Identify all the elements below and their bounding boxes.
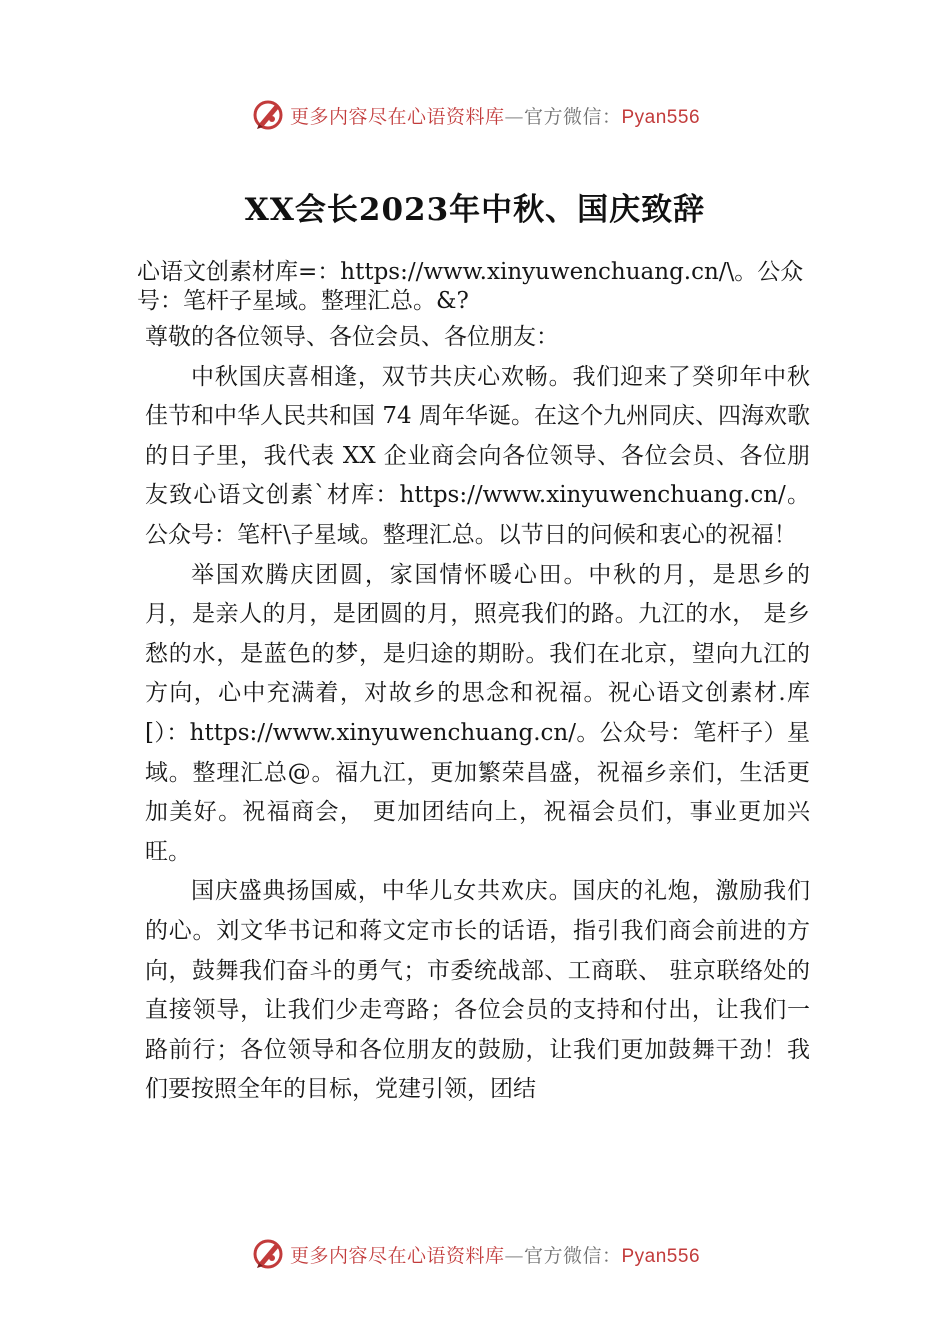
salutation: 尊敬的各位领导、各位会员、各位朋友：: [145, 324, 559, 350]
banner-brand: 更多内容尽在心语资料库: [289, 105, 505, 128]
pen-circle-logo-icon: [250, 97, 286, 133]
header-banner: [0, 95, 950, 135]
banner-brand: 更多内容尽在心语资料库: [289, 1244, 505, 1267]
paragraph-3: 国庆盛典扬国威，中华儿女共欢庆。国庆的礼炮，激励我们的心。刘文华书记和蒋文定市长的话语，指引我们商会前进的方向，鼓舞我们奋斗的勇气；市委统战部、工商联、 驻京联络处的直接领导，让我们少走弯路；各位会员的支持和付出，让我们一路前行；各位领导和各位朋友的鼓励，让我们更加鼓舞干劲！我们要按照全年的目标，党建引领，团结: [145, 878, 810, 1103]
paragraph-2: 举国欢腾庆团圆，家国情怀暖心田。中秋的月，是思乡的月，是亲人的月，是团圆的月，照亮我们的路。九江的水， 是乡愁的水，是蓝色的梦，是归途的期盼。我们在北京，望向九江的方向，心中充满着，对故乡的思念和祝福。祝心语文创素材.库[）：https://www.xinyuwenchuang.cn/。公众号：笔杆子）星域。整理汇总@。福九江，更加繁荣昌盛，祝福乡亲们，生活更加美好。祝福商会， 更加团结向上，祝福会员们，事业更加兴旺。: [145, 561, 810, 865]
banner-handle: Pyan556: [621, 1245, 701, 1267]
banner-handle: Pyan556: [621, 106, 701, 128]
banner-separator: —: [504, 105, 524, 128]
pen-circle-logo-icon: [250, 1236, 286, 1272]
banner-text: [290, 1241, 700, 1268]
document-body: [137, 258, 810, 1110]
source-note: 心语文创素材库=：https://www.xinyuwenchuang.cn/\。公众号：笔杆子星域。整理汇总。&?: [137, 259, 804, 314]
footer-banner: [0, 1234, 950, 1274]
page-title: XX会长2023年中秋、国庆致辞: [244, 192, 706, 228]
banner-label: 官方微信：: [523, 105, 622, 128]
paragraph-1: 中秋国庆喜相逢，双节共庆心欢畅。我们迎来了癸卯年中秋佳节和中华人民共和国 74 周年华诞。在这个九州同庆、四海欢歌的日子里，我代表 XX 企业商会向各位领导、各位会员、各位朋友致心语文创素`材库：https://www.xinyuwenchuang.cn/。公众号：笔杆\子星域。整理汇总。以节日的问候和衷心的祝福！: [145, 363, 810, 548]
banner-label: 官方微信：: [523, 1244, 622, 1267]
banner-separator: —: [504, 1244, 524, 1267]
banner-text: [290, 102, 700, 129]
